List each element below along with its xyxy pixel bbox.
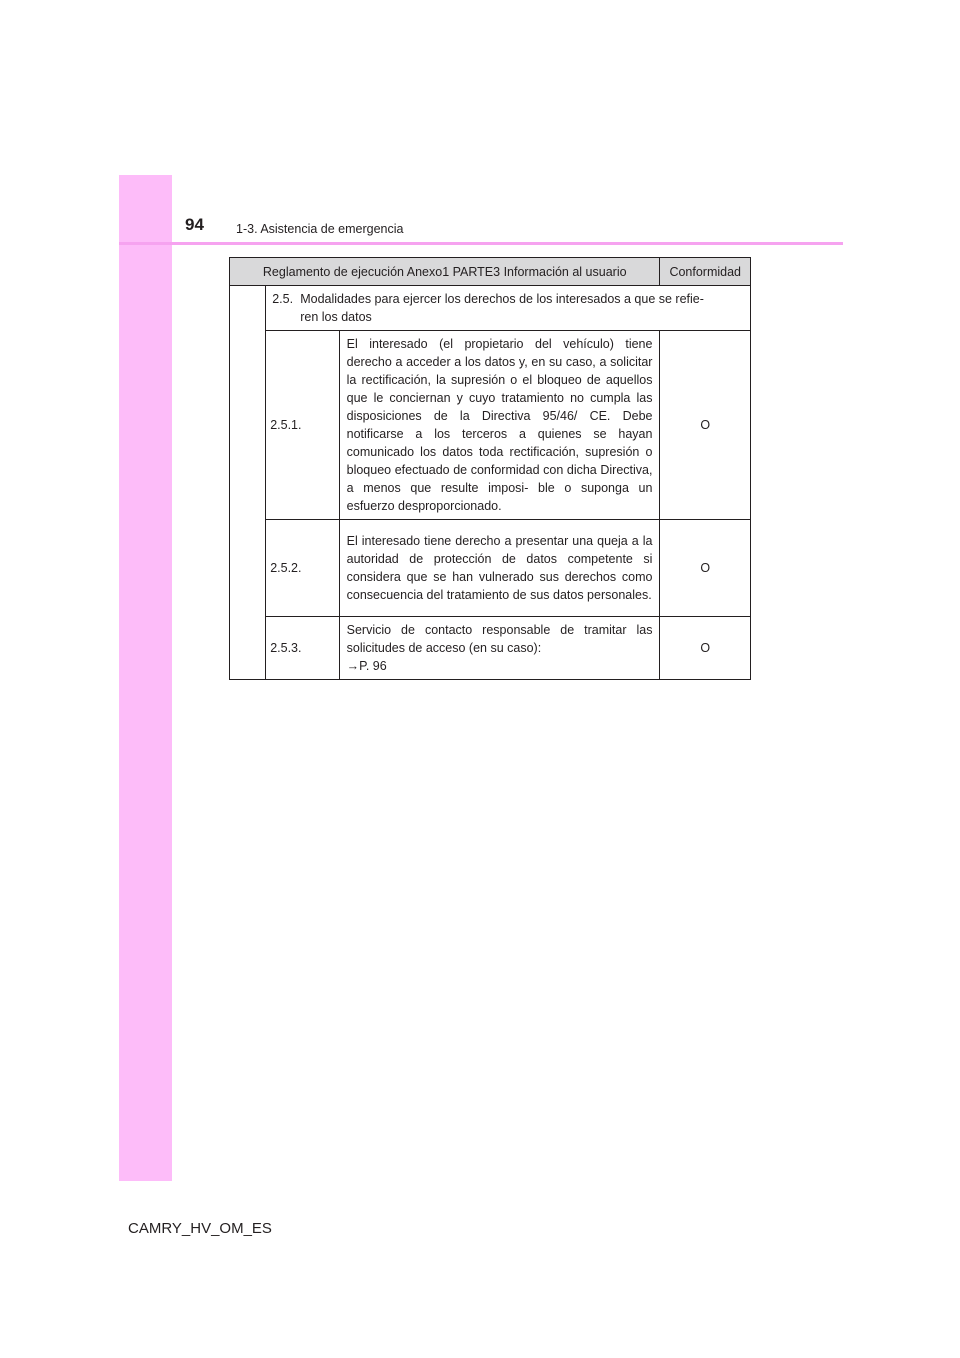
- table-row: [230, 617, 751, 680]
- page-reference: →P. 96: [346, 659, 387, 673]
- regulation-table: [229, 257, 751, 680]
- section-number: 2.5.: [272, 292, 294, 306]
- section-text-line2: ren los datos: [300, 310, 372, 324]
- header-rule: [119, 242, 843, 245]
- header-conformity: Conformidad: [660, 258, 751, 286]
- item-text: Servicio de contacto responsable de tramitar las solicitudes de acceso (en su caso):: [346, 623, 653, 655]
- section-heading: [266, 286, 751, 331]
- section-row: [230, 286, 751, 331]
- section-title: 1-3. Asistencia de emergencia: [236, 222, 404, 236]
- left-blank-cell: [230, 286, 266, 680]
- table-row: [230, 331, 751, 520]
- item-number: 2.5.3.: [266, 617, 339, 680]
- footer-code: CAMRY_HV_OM_ES: [128, 1220, 272, 1237]
- section-text-line1: Modalidades para ejercer los derechos de los interesados a que se refie-: [300, 292, 704, 306]
- page-number: 94: [185, 215, 204, 234]
- item-text: El interesado tiene derecho a presentar una queja a la autoridad de protección de datos competente si considera que se han vulnerado sus derechos como consecuencia del tratamiento de sus datos personales.: [339, 520, 660, 617]
- table-header-row: [230, 258, 751, 286]
- header-regulation: Reglamento de ejecución Anexo1 PARTE3 Información al usuario: [230, 258, 660, 286]
- item-text: El interesado (el propietario del vehículo) tiene derecho a acceder a los datos y, en su caso, a solicitar la rectificación, la supresión o el bloqueo de aquellos que le conciernan y cuyo tratamiento no cumpla las disposiciones de la Directiva 95/46/ CE. Debe notificarse a los terceros a quienes se hayan comunicado los datos toda rectificación, supresión o bloqueo efectuado de conformidad con dicha Directiva, a menos que resulte imposi- ble o suponga un esfuerzo desproporcionado.: [339, 331, 660, 520]
- item-conformity: O: [660, 331, 751, 520]
- item-text-cell: [339, 617, 660, 680]
- side-color-strip: [119, 175, 172, 1181]
- header-band: [119, 175, 172, 243]
- item-number: 2.5.1.: [266, 331, 339, 520]
- item-number: 2.5.2.: [266, 520, 339, 617]
- item-conformity: O: [660, 520, 751, 617]
- item-conformity: O: [660, 617, 751, 680]
- table-row: [230, 520, 751, 617]
